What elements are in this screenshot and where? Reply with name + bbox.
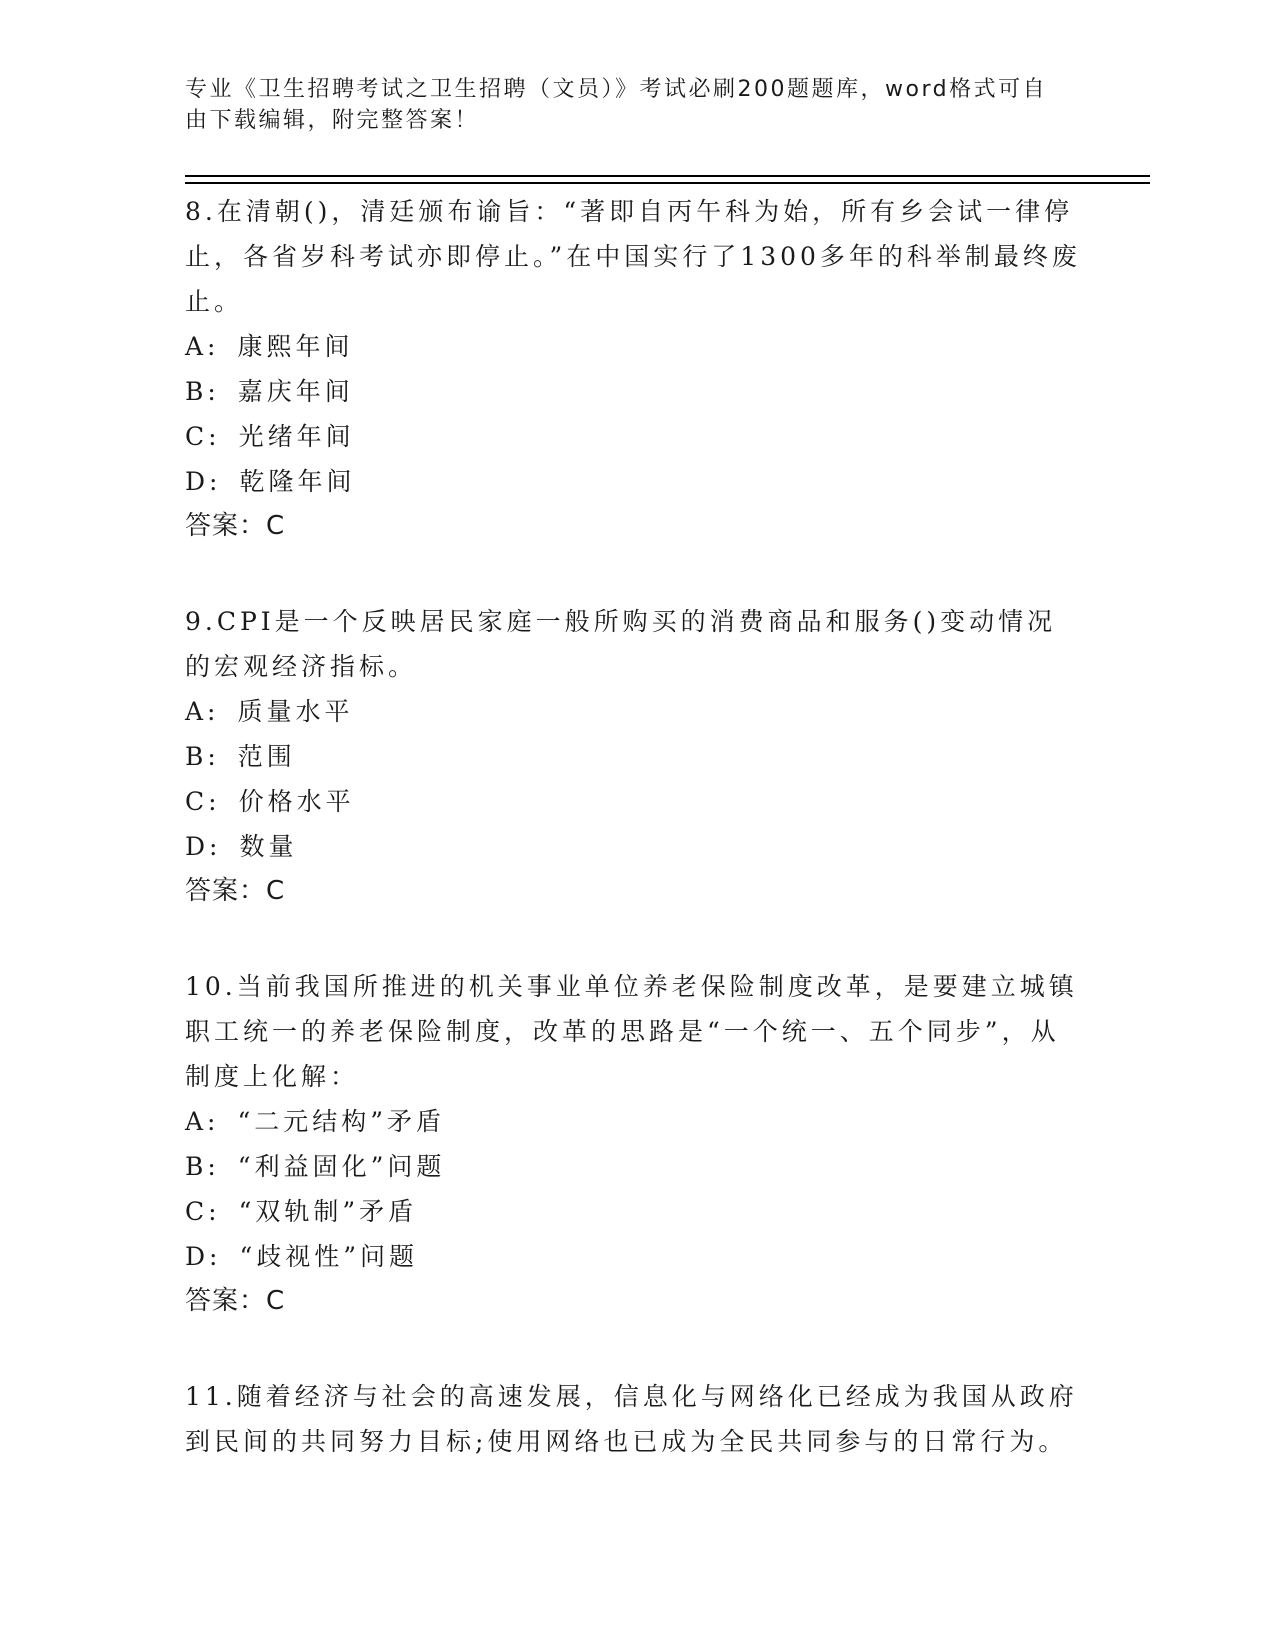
option-letter: A: <box>185 1107 220 1136</box>
option-text: 价格水平 <box>238 787 355 816</box>
question-10 <box>185 964 1085 1324</box>
option-letter: A: <box>185 697 220 726</box>
option-b <box>185 734 1085 779</box>
option-d <box>185 1234 1085 1279</box>
header-line-2: 由下载编辑，附完整答案！ <box>185 108 480 133</box>
option-text: “歧视性”问题 <box>239 1242 419 1271</box>
question-8 <box>185 189 1085 549</box>
question-stem: 10.当前我国所推进的机关事业单位养老保险制度改革，是要建立城镇职工统一的养老保险制度，改革的思路是“一个统一、五个同步”，从制度上化解： <box>185 972 1078 1091</box>
question-stem: 8.在清朝()，清廷颁布谕旨：“著即自丙午科为始，所有乡会试一律停止，各省岁科考试亦即停止。”在中国实行了1300多年的科举制最终废止。 <box>185 197 1081 316</box>
option-text: 光绪年间 <box>238 422 355 451</box>
header-divider-bottom <box>185 182 1150 184</box>
question-9 <box>185 599 1085 914</box>
option-text: 康熙年间 <box>237 332 354 361</box>
option-letter: B: <box>185 377 220 406</box>
option-text: “二元结构”矛盾 <box>237 1107 446 1136</box>
option-letter: B: <box>185 1152 220 1181</box>
answer-label: 答案：C <box>185 1286 286 1316</box>
option-c <box>185 1189 1085 1234</box>
option-b <box>185 1144 1085 1189</box>
option-b <box>185 369 1085 414</box>
option-list <box>185 689 1085 869</box>
option-letter: C: <box>185 787 221 816</box>
question-stem: 9.CPI是一个反映居民家庭一般所购买的消费商品和服务()变动情况的宏观经济指标。 <box>185 607 1057 681</box>
option-letter: D: <box>185 467 222 496</box>
option-text: 范围 <box>237 742 296 771</box>
option-letter: A: <box>185 332 220 361</box>
option-a <box>185 324 1085 369</box>
option-letter: C: <box>185 422 221 451</box>
option-d <box>185 459 1085 504</box>
option-c <box>185 779 1085 824</box>
question-11 <box>185 1374 1085 1464</box>
option-text: 质量水平 <box>237 697 354 726</box>
option-text: 嘉庆年间 <box>237 377 354 406</box>
header-divider-top <box>185 175 1150 177</box>
document-header <box>185 74 1085 136</box>
question-stem: 11.随着经济与社会的高速发展，信息化与网络化已经成为我国从政府到民间的共同努力目标;使用网络也已成为全民共同参与的日常行为。 <box>185 1382 1078 1456</box>
option-text: 乾隆年间 <box>239 467 356 496</box>
option-c <box>185 414 1085 459</box>
question-list <box>185 189 1085 1464</box>
option-text: “双轨制”矛盾 <box>238 1197 418 1226</box>
option-list <box>185 1099 1085 1279</box>
answer-label: 答案：C <box>185 511 286 541</box>
option-d <box>185 824 1085 869</box>
option-letter: B: <box>185 742 220 771</box>
header-line-1: 专业《卫生招聘考试之卫生招聘（文员）》考试必刷200题题库，word格式可自 <box>185 77 1048 102</box>
option-letter: C: <box>185 1197 221 1226</box>
option-text: “利益固化”问题 <box>237 1152 446 1181</box>
option-letter: D: <box>185 1242 222 1271</box>
option-letter: D: <box>185 832 222 861</box>
answer-label: 答案：C <box>185 876 286 906</box>
option-a <box>185 689 1085 734</box>
option-a <box>185 1099 1085 1144</box>
option-list <box>185 324 1085 504</box>
option-text: 数量 <box>239 832 298 861</box>
